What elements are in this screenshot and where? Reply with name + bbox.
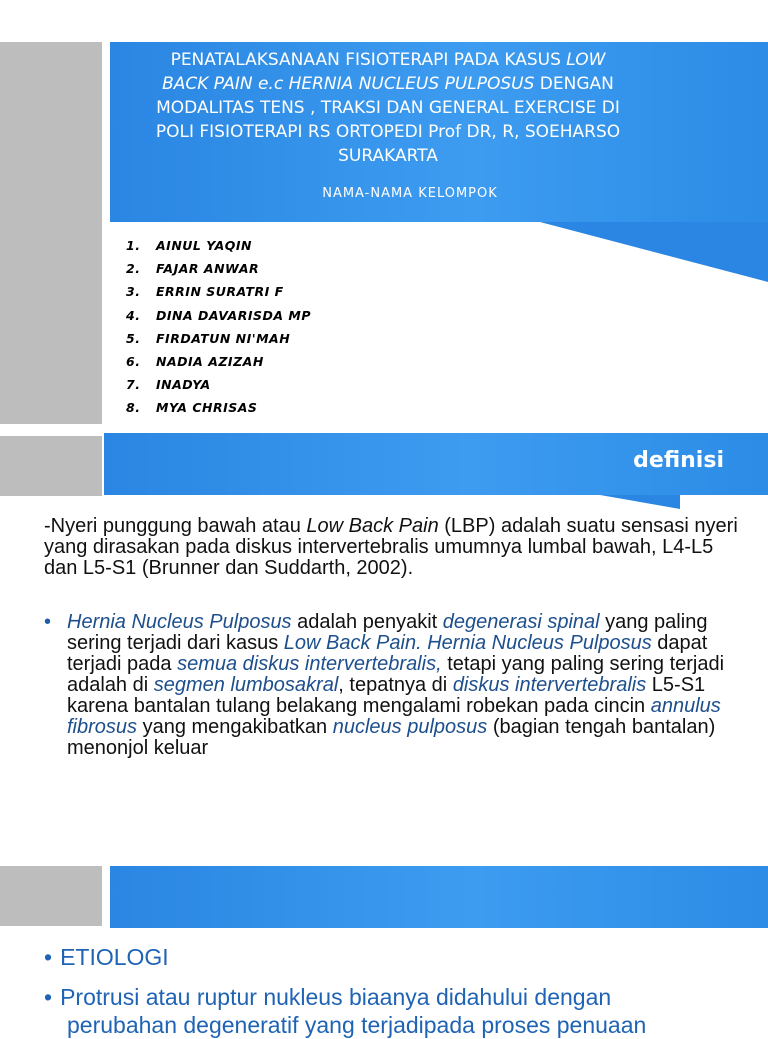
- list-item: [126, 352, 311, 375]
- member-name: FAJAR ANWAR: [156, 261, 260, 277]
- list-item: [126, 375, 311, 398]
- paragraph-text: yang paling sering terjadi dari kasus: [67, 611, 708, 654]
- paragraph-text: dapat terjadi pada: [67, 632, 708, 675]
- blue-band-tail: [540, 222, 768, 282]
- paragraph-text: L5-S1 karena bantalan tulang belakang mengalami robekan pada cincin: [67, 674, 706, 717]
- list-item: [126, 259, 311, 282]
- paragraph-text: (LBP) adalah suatu sensasi nyeri yang dirasakan pada diskus intervertebralis umumnya lumbal bawah, L4-L5 dan L5-S1 (Brunner dan Suddarth, 2002).: [44, 515, 738, 579]
- member-list: [126, 236, 311, 422]
- bullet-item: [44, 944, 169, 971]
- paragraph-text-italic: nucleus pulposus: [332, 716, 488, 738]
- paragraph-text-italic: annulus fibrosus: [67, 695, 721, 738]
- member-name: NADIA AZIZAH: [156, 353, 264, 369]
- title-text-italic: LOW: [566, 50, 606, 70]
- item-number: 6.: [126, 353, 141, 369]
- title-text: PENATALAKSANAAN FISIOTERAPI PADA KASUS: [170, 50, 567, 70]
- bullet-dot: •: [44, 611, 52, 633]
- hnp-paragraph-body: [67, 612, 744, 759]
- paragraph-text: yang mengakibatkan: [137, 716, 333, 738]
- gray-side-block: [0, 436, 102, 496]
- member-name: ERRIN SURATRI F: [156, 284, 284, 300]
- title-text: POLI FISIOTERAPI RS ORTOPEDI Prof DR, R, SOEHARSO: [155, 122, 621, 142]
- paragraph-text-italic: segmen lumbosakral: [153, 674, 339, 696]
- item-number: 4.: [126, 307, 141, 323]
- gray-side-block: [0, 866, 102, 926]
- paragraph-text-italic: degenerasi spinal: [442, 611, 600, 633]
- paragraph-text: , tepatnya di: [338, 674, 453, 696]
- item-number: 8.: [126, 400, 141, 416]
- paragraph-text-italic: semua diskus intervertebralis,: [177, 653, 442, 675]
- title-text: MODALITAS TENS , TRAKSI DAN GENERAL EXERCISE DI: [156, 98, 620, 118]
- item-number: 7.: [126, 377, 141, 393]
- bullet-text: ETIOLOGI: [60, 944, 169, 970]
- item-number: 1.: [126, 238, 141, 253]
- paragraph-text-italic: Low Back Pain: [306, 515, 439, 537]
- member-name: AINUL YAQIN: [156, 238, 253, 253]
- title-text: SURAKARTA: [338, 146, 438, 166]
- bullet-dot: •: [44, 984, 53, 1010]
- hnp-paragraph: [44, 612, 744, 759]
- item-number: 3.: [126, 284, 141, 300]
- member-name: INADYA: [156, 377, 211, 393]
- item-number: 5.: [126, 330, 141, 346]
- list-item: [126, 282, 311, 305]
- slide-title: [0, 0, 768, 428]
- list-item: [126, 306, 311, 329]
- bullet-text: Protrusi atau ruptur nukleus biaanya didahului dengan: [60, 984, 612, 1010]
- bullet-text-continued: perubahan degeneratif yang terjadipada proses penuaan: [67, 1012, 647, 1038]
- title-text: DENGAN: [534, 74, 614, 94]
- definition-paragraph: [44, 516, 744, 579]
- slide-etiology: [0, 848, 768, 1038]
- item-number: 2.: [126, 261, 141, 277]
- group-subtitle: NAMA-NAMA KELOMPOK: [322, 186, 498, 201]
- section-heading: definisi: [633, 448, 724, 473]
- member-name: DINA DAVARISDA MP: [156, 307, 311, 323]
- paragraph-text-italic: Hernia Nucleus Pulposus: [67, 611, 292, 633]
- member-name: FIRDATUN NI'MAH: [156, 330, 291, 346]
- blue-header-band: [110, 866, 768, 928]
- bullet-dot: •: [44, 944, 53, 970]
- presentation-title: [108, 48, 668, 168]
- paragraph-text: (bagian tengah bantalan) menonjol keluar: [67, 716, 716, 759]
- gray-side-block: [0, 42, 102, 424]
- paragraph-text-italic: Low Back Pain. Hernia Nucleus Pulposus: [283, 632, 652, 654]
- list-item: [126, 398, 311, 421]
- paragraph-text: -Nyeri punggung bawah atau: [44, 515, 307, 537]
- blue-band-tail: [600, 495, 680, 509]
- list-item: [126, 329, 311, 352]
- bullet-item: [44, 984, 611, 1011]
- list-item: [126, 236, 311, 259]
- slide-definition: [0, 428, 768, 848]
- member-name: MYA CHRISAS: [156, 400, 258, 416]
- paragraph-text: tetapi yang paling sering terjadi adalah di: [67, 653, 725, 696]
- paragraph-text: adalah penyakit: [291, 611, 443, 633]
- title-text-italic: BACK PAIN e.c HERNIA NUCLEUS PULPOSUS: [162, 74, 535, 94]
- paragraph-text-italic: diskus intervertebralis: [452, 674, 647, 696]
